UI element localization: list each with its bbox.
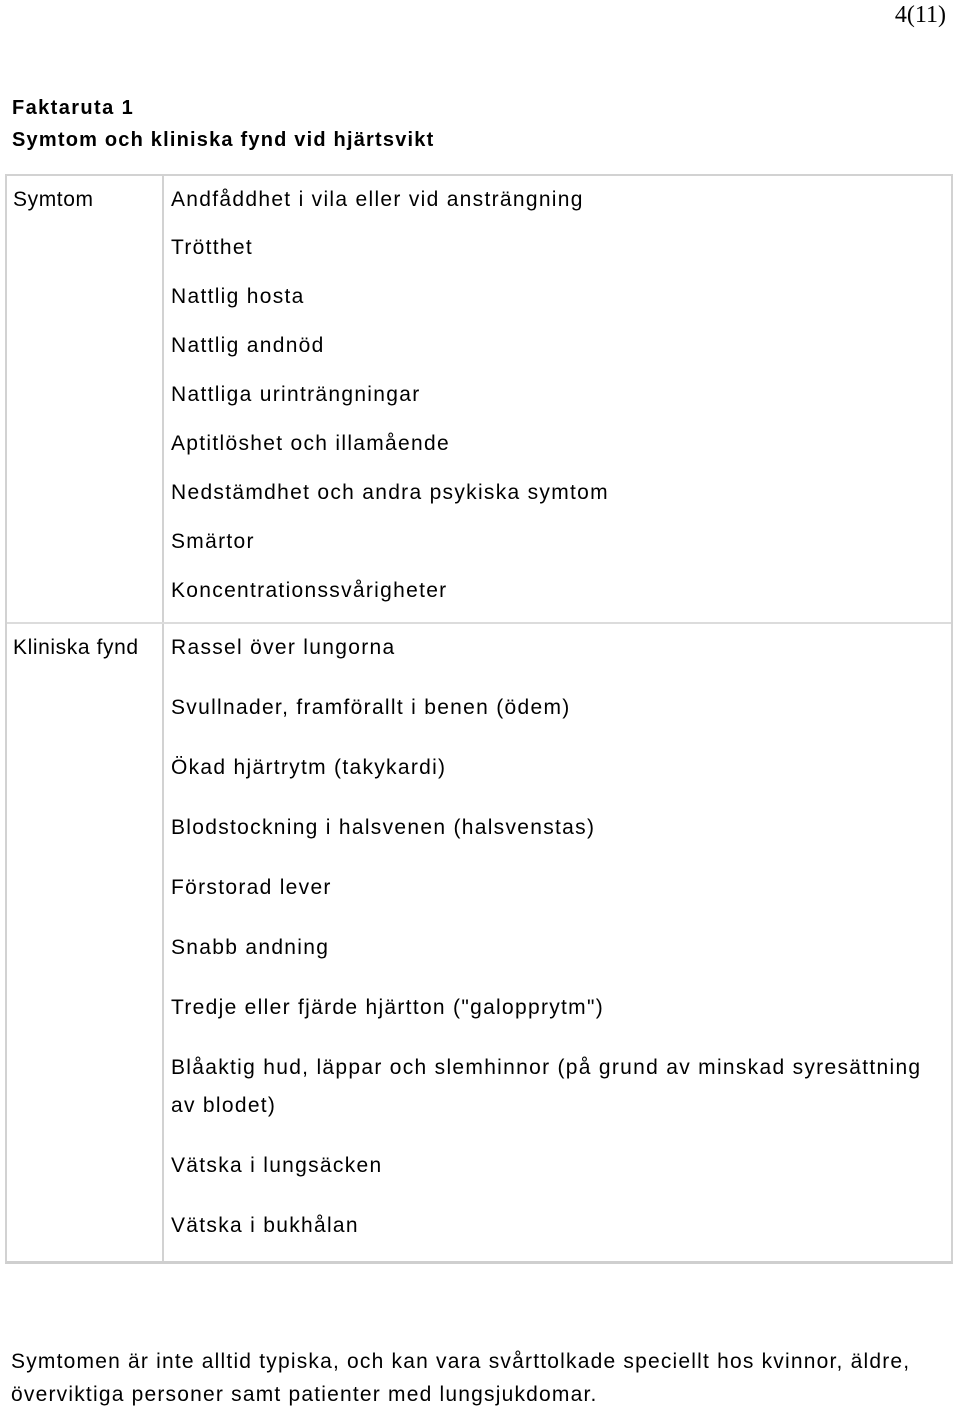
list-item: Blodstockning i halsvenen (halsvenstas) xyxy=(171,816,596,839)
list-item: Trötthet xyxy=(171,236,253,259)
symptoms-table xyxy=(5,174,953,1264)
table-row-symptoms xyxy=(7,176,951,622)
list-item: Andfåddhet i vila eller vid ansträngning xyxy=(171,188,584,211)
list-item: Blåaktig hud, läppar och slemhinnor (på grund av minskad syresättning av blodet) xyxy=(171,1056,922,1117)
list-item: Nattliga urinträngningar xyxy=(171,383,421,406)
symptoms-list xyxy=(164,176,951,622)
list-item: Nedstämdhet och andra psykiska symtom xyxy=(171,481,609,504)
list-item: Vätska i lungsäcken xyxy=(171,1154,383,1177)
footer-note: Symtomen är inte alltid typiska, och kan vara svårttolkade speciellt hos kvinnor, äldre, överviktiga personer samt patienter med lungsjukdomar. xyxy=(11,1350,911,1406)
list-item: Nattlig hosta xyxy=(171,285,305,308)
fact-box-label: Faktaruta 1 xyxy=(12,97,135,119)
list-item: Koncentrationssvårigheter xyxy=(171,579,448,602)
clinical-findings-list xyxy=(164,624,951,1261)
list-item: Vätska i bukhålan xyxy=(171,1214,359,1237)
list-item: Rassel över lungorna xyxy=(171,636,396,659)
fact-box-title: Symtom och kliniska fynd vid hjärtsvikt xyxy=(12,129,435,151)
list-item: Svullnader, framförallt i benen (ödem) xyxy=(171,696,571,719)
list-item: Aptitlöshet och illamående xyxy=(171,432,450,455)
table-row-clinical-findings xyxy=(7,622,951,1261)
list-item: Snabb andning xyxy=(171,936,330,959)
list-item: Smärtor xyxy=(171,530,255,553)
row-heading-clinical-findings: Kliniska fynd xyxy=(7,624,164,1261)
list-item: Förstorad lever xyxy=(171,876,332,899)
list-item: Tredje eller fjärde hjärtton ("galopprytm") xyxy=(171,996,605,1019)
list-item: Ökad hjärtrytm (takykardi) xyxy=(171,756,447,779)
list-item: Nattlig andnöd xyxy=(171,334,325,357)
page-number: 4(11) xyxy=(894,2,946,28)
row-heading-symptoms: Symtom xyxy=(7,176,164,622)
